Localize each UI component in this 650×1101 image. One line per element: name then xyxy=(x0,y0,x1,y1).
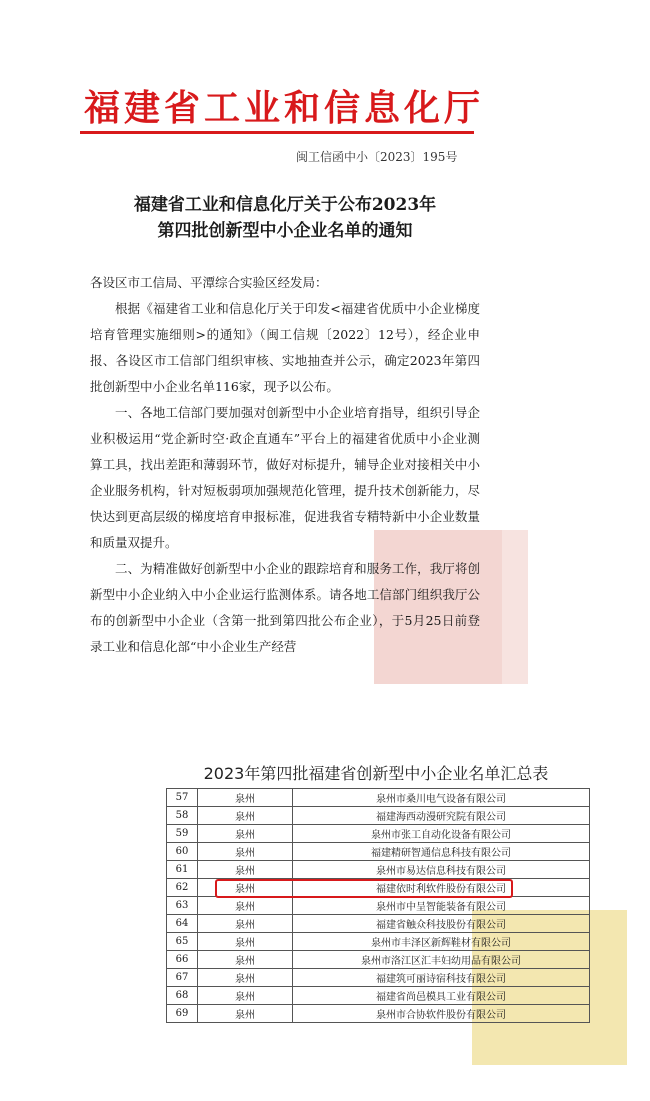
salutation: 各设区市工信局、平潭综合实验区经发局： xyxy=(90,275,328,290)
row-company-name: 福建海西动漫研究院有限公司 xyxy=(293,807,590,825)
row-number: 65 xyxy=(167,933,198,951)
row-company-name: 福建筑可丽诗宿科技有限公司 xyxy=(293,969,590,987)
row-number: 62 xyxy=(167,879,198,897)
title-line-1: 福建省工业和信息化厅关于公布2023年 xyxy=(133,195,437,215)
table-row xyxy=(167,789,590,807)
table-row xyxy=(167,825,590,843)
decorative-pink-strip xyxy=(502,530,528,684)
highlighted-row-outline xyxy=(215,879,513,898)
row-company-name: 泉州市桑川电气设备有限公司 xyxy=(293,789,590,807)
table-row xyxy=(167,1005,590,1023)
row-company-name: 泉州市合协软件股份有限公司 xyxy=(293,1005,590,1023)
paragraph-1: 根据《福建省工业和信息化厅关于印发<福建省优质中小企业梯度培育管理实施细则>的通知》（闽工信规〔2022〕12号），经企业申报、各设区市工信部门组织审核、实地抽查并公示，确定2023年第四批创新型中小企业名单116家，现予以公布。 xyxy=(90,301,480,394)
company-list-table xyxy=(166,788,590,1023)
row-city: 泉州 xyxy=(198,861,293,879)
table-row xyxy=(167,897,590,915)
row-company-name: 泉州市易达信息科技有限公司 xyxy=(293,861,590,879)
row-number: 58 xyxy=(167,807,198,825)
row-city: 泉州 xyxy=(198,987,293,1005)
row-company-name: 福建精研智通信息科技有限公司 xyxy=(293,843,590,861)
table-row xyxy=(167,807,590,825)
row-number: 59 xyxy=(167,825,198,843)
table-row xyxy=(167,951,590,969)
row-city: 泉州 xyxy=(198,933,293,951)
paragraph-2: 一、各地工信部门要加强对创新型中小企业培育指导，组织引导企业积极运用“党企新时空·政企直通车”平台上的福建省优质中小企业测算工具，找出差距和薄弱环节，做好对标提升，辅导企业对接相关中小企业服务机构，针对短板弱项加强规范化管理，提升技术创新能力，尽快达到更高层级的梯度培育申报标准，促进我省专精特新中小企业数量和质量双提升。 xyxy=(90,405,480,550)
row-company-name: 泉州市丰泽区新辉鞋材有限公司 xyxy=(293,933,590,951)
table-row xyxy=(167,987,590,1005)
row-number: 57 xyxy=(167,789,198,807)
row-city: 泉州 xyxy=(198,1005,293,1023)
row-number: 64 xyxy=(167,915,198,933)
letterhead-red-rule xyxy=(80,131,474,134)
row-city: 泉州 xyxy=(198,807,293,825)
row-number: 61 xyxy=(167,861,198,879)
document-number: 闽工信函中小〔2023〕195号 xyxy=(296,150,458,164)
row-city: 泉州 xyxy=(198,951,293,969)
table-row xyxy=(167,915,590,933)
row-number: 68 xyxy=(167,987,198,1005)
row-number: 67 xyxy=(167,969,198,987)
row-number: 69 xyxy=(167,1005,198,1023)
letterhead: 福建省工业和信息化厅 xyxy=(84,87,485,129)
table-row xyxy=(167,861,590,879)
row-number: 60 xyxy=(167,843,198,861)
row-company-name: 泉州市中呈智能装备有限公司 xyxy=(293,897,590,915)
row-city: 泉州 xyxy=(198,825,293,843)
paragraph-3: 二、为精准做好创新型中小企业的跟踪培育和服务工作，我厅将创新型中小企业纳入中小企业运行监测体系。请各地工信部门组织我厅公布的创新型中小企业（含第一批到第四批公布企业），于5月25日前登录工业和信息化部“中小企业生产经营 xyxy=(90,561,480,654)
table-row xyxy=(167,969,590,987)
row-city: 泉州 xyxy=(198,843,293,861)
row-company-name: 福建省尚邑模具工业有限公司 xyxy=(293,987,590,1005)
row-city: 泉州 xyxy=(198,897,293,915)
row-company-name: 福建省触众科技股份有限公司 xyxy=(293,915,590,933)
row-city: 泉州 xyxy=(198,915,293,933)
row-number: 66 xyxy=(167,951,198,969)
title-line-2: 第四批创新型中小企业名单的通知 xyxy=(157,221,413,241)
document-body xyxy=(90,270,480,660)
row-company-name: 福建依时利软件股份有限公司 xyxy=(293,879,590,897)
document-title xyxy=(100,192,470,244)
table-title: 2023年第四批福建省创新型中小企业名单汇总表 xyxy=(203,764,549,783)
row-city: 泉州 xyxy=(198,789,293,807)
row-city: 泉州 xyxy=(198,969,293,987)
table-row xyxy=(167,933,590,951)
table-row xyxy=(167,843,590,861)
row-city: 泉州 xyxy=(198,879,293,897)
row-company-name: 泉州市张工自动化设备有限公司 xyxy=(293,825,590,843)
row-company-name: 泉州市洛江区汇丰妇幼用品有限公司 xyxy=(293,951,590,969)
row-number: 63 xyxy=(167,897,198,915)
